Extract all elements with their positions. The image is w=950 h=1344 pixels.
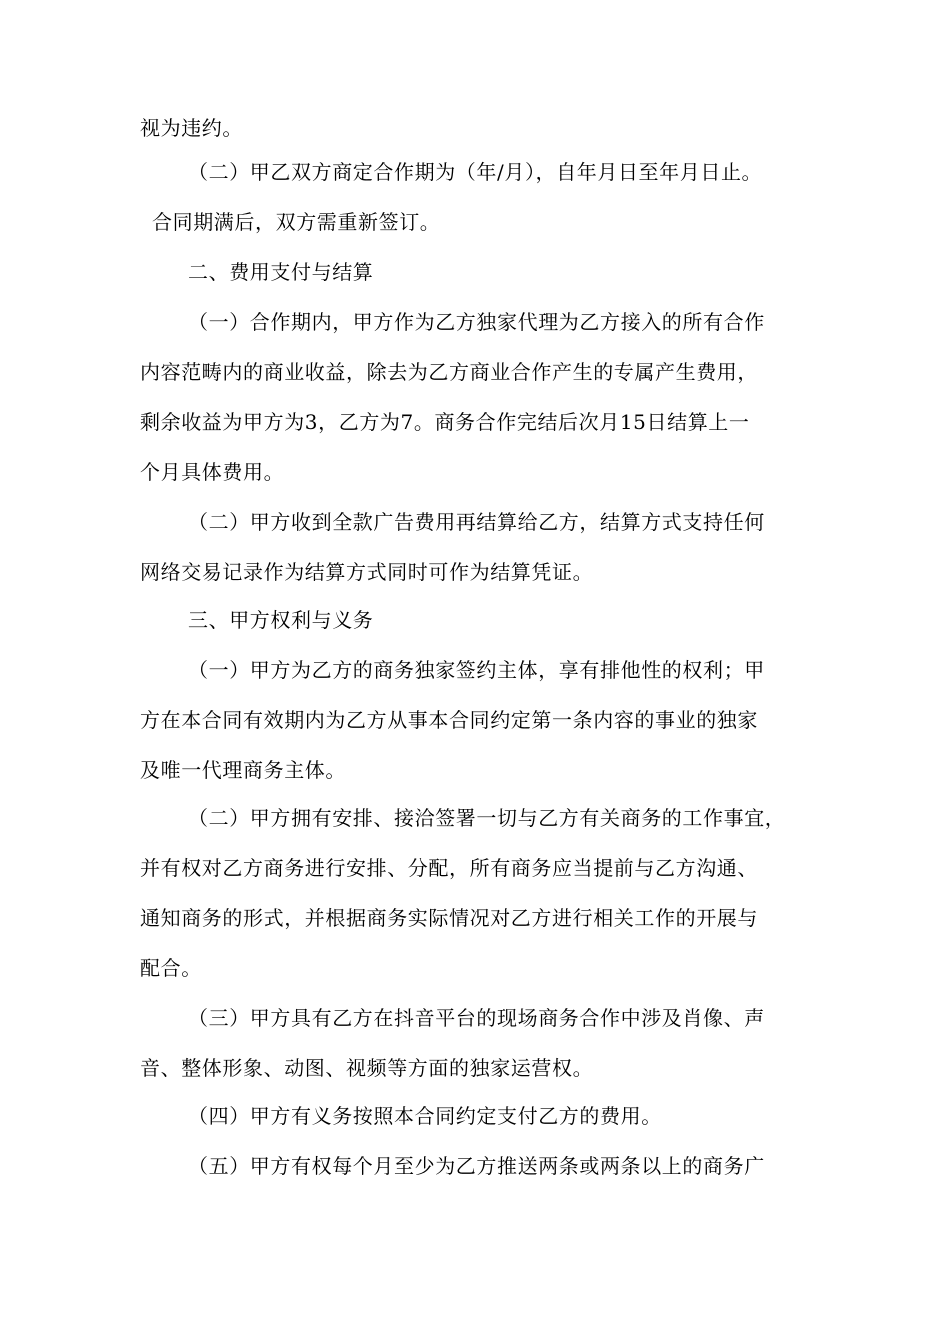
text-line: 方在本合同有效期内为乙方从事本合同约定第一条内容的事业的独家 — [140, 708, 758, 732]
text-line: 个月具体费用。 — [140, 460, 285, 484]
text-line: 网络交易记录作为结算方式同时可作为结算凭证。 — [140, 560, 594, 584]
text-line: （五）甲方有权每个月至少为乙方推送两条或两条以上的商务广 — [188, 1154, 765, 1178]
text-line: （一）甲方为乙方的商务独家签约主体，享有排他性的权利；甲 — [188, 658, 765, 682]
text-line: 合同期满后，双方需重新签订。 — [152, 210, 441, 234]
text-line: （四）甲方有义务按照本合同约定支付乙方的费用。 — [188, 1104, 662, 1128]
text-line: （二）甲方收到全款广告费用再结算给乙方，结算方式支持任何 — [188, 510, 765, 534]
text-line: （二）甲乙双方商定合作期为（年/月），自年月日至年月日止。 — [188, 160, 763, 184]
text-line: 剩余收益为甲方为3，乙方为7。商务合作完结后次月15日结算上一 — [140, 410, 750, 434]
text-line: 配合。 — [140, 956, 202, 980]
text-line: （三）甲方具有乙方在抖音平台的现场商务合作中涉及肖像、声 — [188, 1006, 765, 1030]
text-line: 音、整体形象、动图、视频等方面的独家运营权。 — [140, 1056, 594, 1080]
text-line: 视为违约。 — [140, 116, 243, 140]
text-line: 及唯一代理商务主体。 — [140, 758, 346, 782]
text-line: （一）合作期内，甲方作为乙方独家代理为乙方接入的所有合作 — [188, 310, 765, 334]
text-line: 通知商务的形式，并根据商务实际情况对乙方进行相关工作的开展与 — [140, 906, 758, 930]
text-line: （二）甲方拥有安排、接洽签署一切与乙方有关商务的工作事宜， — [188, 806, 786, 830]
text-line: 并有权对乙方商务进行安排、分配，所有商务应当提前与乙方沟通、 — [140, 856, 758, 880]
text-line: 内容范畴内的商业收益，除去为乙方商业合作产生的专属产生费用， — [140, 360, 758, 384]
section-heading: 三、甲方权利与义务 — [188, 608, 374, 632]
section-heading: 二、费用支付与结算 — [188, 260, 374, 284]
